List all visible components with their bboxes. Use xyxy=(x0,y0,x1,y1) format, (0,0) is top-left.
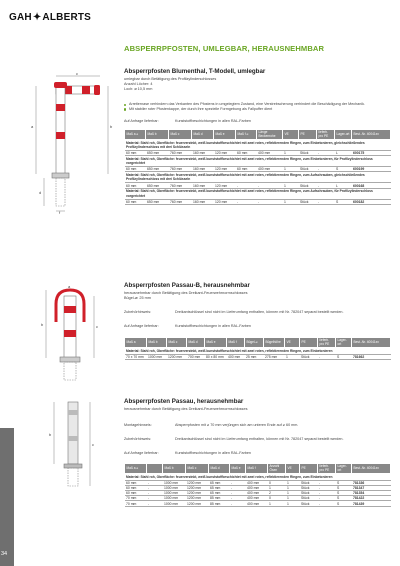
table-cell: S xyxy=(336,354,352,359)
column-header: Maß e xyxy=(205,338,227,348)
table-cell: 70 mm xyxy=(125,496,147,501)
product1-request xyxy=(124,119,390,124)
column-header: Maß a ⌀ xyxy=(125,464,147,474)
table-cell: S xyxy=(336,501,352,506)
table-cell: 25 mm xyxy=(245,354,264,359)
table-cell: 160 mm xyxy=(192,183,214,188)
table-cell: 1200 mm xyxy=(186,491,209,496)
table-cell: 400 mm xyxy=(246,491,268,496)
column-header: PE xyxy=(300,464,318,474)
product2-note xyxy=(124,310,390,315)
table-cell: 60 mm xyxy=(125,199,146,204)
table-cell: Stück xyxy=(300,496,318,501)
table-cell: 781439 xyxy=(352,501,391,506)
table-cell: 1200 mm xyxy=(167,354,187,359)
table-cell: 120 mm xyxy=(214,199,236,204)
brand-mark-icon: ✦ xyxy=(32,12,42,23)
table-cell: 1000 mm xyxy=(147,354,167,359)
table-cell: 120 mm xyxy=(214,167,236,172)
table-cell: - xyxy=(230,501,246,506)
table-cell: - xyxy=(257,183,283,188)
material-row xyxy=(125,348,391,355)
column-header: Lager-ort xyxy=(336,338,352,348)
dim-label-b: b xyxy=(110,124,113,129)
product2-line: herausnehmbar durch Betätigung des Dreikant-Feuerwehrnormschlosses xyxy=(124,291,248,295)
product2-table xyxy=(124,337,391,360)
product2-request xyxy=(124,324,390,329)
table-cell: 1000 mm xyxy=(163,496,186,501)
product3-note xyxy=(124,423,390,428)
table-cell: - xyxy=(257,199,283,204)
table-cell: Stück xyxy=(299,151,317,156)
table-cell: - xyxy=(318,501,336,506)
table-cell: Material: Stahl roh, Oberfläche: feuerverzinkt, weiß kunststoffbeschichtet mit zwei roten, reflektierenden Ringen, zum Einbetonieren, gleichschließendes Profilzylinderschloss mit drei Schlüsseln xyxy=(125,140,391,151)
table-cell: S xyxy=(336,480,352,485)
table-cell: 1 xyxy=(286,480,300,485)
column-header: Maß c xyxy=(186,464,209,474)
table-cell: 760 mm xyxy=(169,199,192,204)
table-cell: 650 mm xyxy=(146,199,169,204)
product3-table xyxy=(124,463,391,507)
table-cell: Material: Stahl roh, Oberfläche: feuerverzinkt, weiß kunststoffbeschichtet mit zwei roten, reflektierenden Ringen, zum Einbetonieren xyxy=(125,348,391,355)
product2-drawing xyxy=(38,284,114,384)
dim-label-b: b xyxy=(49,432,52,437)
table-cell: 1 xyxy=(283,183,299,188)
column-header: VE xyxy=(286,464,300,474)
table-cell: S xyxy=(336,496,352,501)
table-cell: 2 xyxy=(268,491,286,496)
table-cell: 275 mm xyxy=(264,354,285,359)
table-cell: Stück xyxy=(300,480,318,485)
table-cell: 60 mm xyxy=(236,151,257,156)
table-cell: - xyxy=(317,151,335,156)
table-cell: - xyxy=(147,491,163,496)
column-header: Länge Beckenrohe xyxy=(257,130,283,140)
page-number: 34 xyxy=(1,551,8,557)
table-cell: 781336 xyxy=(352,480,391,485)
product1-line: Anzahl Löcher: 4 xyxy=(124,82,153,87)
note-label: Zubehörhinweis: xyxy=(124,437,152,442)
column-header: Maß d xyxy=(187,338,205,348)
dim-label-b: b xyxy=(41,322,44,327)
dim-label-c: c xyxy=(96,324,98,329)
table-cell: 65 mm xyxy=(209,485,230,490)
dim-label-a: a xyxy=(31,124,34,129)
table-header-row xyxy=(125,130,391,140)
column-header: Lager-ort xyxy=(336,464,352,474)
note-value: Absperrpfosten mit ⌀ 70 mm verjüngen sich am unteren Ende auf ⌀ 60 mm. xyxy=(175,423,299,428)
table-cell: 1200 mm xyxy=(186,485,209,490)
product1-section xyxy=(124,68,390,205)
column-header: Maß c xyxy=(167,338,187,348)
table-cell: - xyxy=(318,496,336,501)
table-cell: - xyxy=(147,501,163,506)
product3-drawing xyxy=(40,400,110,490)
table-cell: - xyxy=(318,485,336,490)
product2-title: Absperrpfosten Passau-B, herausnehmbar xyxy=(124,282,250,289)
table-cell: 1000 mm xyxy=(163,501,186,506)
table-cell: 70 x 70 mm xyxy=(125,354,147,359)
table-cell: 160 mm xyxy=(192,151,214,156)
table-cell: 160 mm xyxy=(192,167,214,172)
material-row xyxy=(125,188,391,199)
table-cell: Material: Stahl roh, Oberfläche: feuerverzinkt, weiß kunststoffbeschichtet mit zwei roten, reflektierenden Ringen, zum Einbetonieren, für Profilzylinderschloss vorgerichtet xyxy=(125,156,391,167)
table-row xyxy=(125,501,391,506)
table-cell: S xyxy=(336,485,352,490)
table-cell: 1 xyxy=(286,501,300,506)
column-header: Maß f xyxy=(227,338,245,348)
table-cell: S xyxy=(335,199,352,204)
column-header: Best.-Nr. 40041xx xyxy=(352,464,391,474)
table-cell: Stück xyxy=(299,183,317,188)
table-cell: - xyxy=(147,480,163,485)
column-header: Bügelhöhe xyxy=(264,338,285,348)
table-cell: 80 x 80 mm xyxy=(205,354,227,359)
table-cell: 400 mm xyxy=(257,167,283,172)
table-cell: 60 mm xyxy=(125,485,147,490)
table-cell: L xyxy=(335,151,352,156)
column-header: lieferb. pro PE xyxy=(318,464,336,474)
table-cell: 400 mm xyxy=(227,354,245,359)
table-cell: 400 mm xyxy=(246,496,268,501)
table-cell: Stück xyxy=(300,485,318,490)
product2-section xyxy=(124,282,390,360)
note-value: Dreikantschlüssel sind nicht im Lieferumfang enthalten, können mit Nr. 782047 separat bestellt werden. xyxy=(175,437,344,442)
table-row xyxy=(125,199,391,204)
table-cell: 600182 xyxy=(352,199,391,204)
table-cell: 760 mm xyxy=(169,151,192,156)
request-value: Kunststoffbeschichtungen in allen RAL-Farben xyxy=(175,119,251,124)
product3-line: herausnehmbar durch Betätigung des Dreikant-Feuerwehrnormschlosses xyxy=(124,407,248,411)
table-cell: Material: Stahl roh, Oberfläche: feuerverzinkt, weiß kunststoffbeschichtet mit zwei roten, reflektierenden Ringen, zum Einbetonieren xyxy=(125,474,391,481)
table-cell: 120 mm xyxy=(214,183,236,188)
table-cell: 1 xyxy=(283,151,299,156)
table-cell: Stück xyxy=(300,491,318,496)
request-value: Kunststoffbeschichtungen in allen RAL-Farben xyxy=(175,451,251,456)
table-cell: 1 xyxy=(268,485,286,490)
table-cell: 65 mm xyxy=(209,491,230,496)
column-header: Maß d xyxy=(209,464,230,474)
column-header: Maß e xyxy=(214,130,236,140)
table-cell: 60 mm xyxy=(125,151,146,156)
brand-logo xyxy=(9,12,91,23)
table-cell: 1000 mm xyxy=(163,491,186,496)
table-cell: 400 mm xyxy=(246,501,268,506)
column-header: VE xyxy=(283,130,299,140)
table-cell: - xyxy=(230,480,246,485)
table-cell: - xyxy=(236,199,257,204)
brand-left: GAH xyxy=(9,12,32,23)
page-side-bar xyxy=(0,428,14,566)
column-header: PE xyxy=(300,338,318,348)
dim-label-c: c xyxy=(92,442,94,447)
material-row xyxy=(125,172,391,183)
table-cell: 650 mm xyxy=(146,167,169,172)
table-cell: 760 mm xyxy=(169,183,192,188)
table-cell: 781354 xyxy=(352,491,391,496)
table-row xyxy=(125,354,391,359)
column-header: VE xyxy=(285,338,300,348)
column-header: Maß b xyxy=(163,464,186,474)
table-cell: 781662 xyxy=(352,354,391,359)
dim-label-f: f xyxy=(59,210,61,214)
column-header: Maß c xyxy=(169,130,192,140)
dim-label-d: d xyxy=(39,190,42,195)
table-cell: - xyxy=(318,491,336,496)
request-label: Auf Anfrage lieferbar: xyxy=(124,324,159,329)
table-cell: - xyxy=(317,199,335,204)
column-header: PE xyxy=(299,130,317,140)
material-row xyxy=(125,474,391,481)
table-cell: 1 xyxy=(268,501,286,506)
material-row xyxy=(125,140,391,151)
table-cell: - xyxy=(317,167,335,172)
column-header: Maß a xyxy=(125,338,147,348)
product1-drawing xyxy=(30,72,116,214)
table-cell: - xyxy=(230,485,246,490)
column-header xyxy=(147,464,163,474)
table-header-row xyxy=(125,464,391,474)
table-cell: 1 xyxy=(286,485,300,490)
column-header: Bügel-⌀ xyxy=(245,338,264,348)
table-cell: 120 mm xyxy=(214,151,236,156)
table-cell: 1 xyxy=(283,199,299,204)
table-cell: 85 mm xyxy=(209,501,230,506)
table-cell: 400 mm xyxy=(246,480,268,485)
column-header: Maß d xyxy=(192,130,214,140)
table-cell: 760 mm xyxy=(169,167,192,172)
table-cell: 600175 xyxy=(352,151,391,156)
table-cell: 70 mm xyxy=(125,501,147,506)
column-header: lieferb. pro PE xyxy=(317,130,335,140)
table-cell: - xyxy=(317,183,335,188)
table-cell: 60 mm xyxy=(125,183,146,188)
table-cell: 1000 mm xyxy=(163,480,186,485)
table-cell: 650 mm xyxy=(146,151,169,156)
product1-table xyxy=(124,129,391,205)
table-cell: 1 xyxy=(283,167,299,172)
table-cell: 1 xyxy=(286,496,300,501)
table-cell: - xyxy=(147,496,163,501)
column-header: Maß f ⌀ xyxy=(236,130,257,140)
table-cell: 60 mm xyxy=(125,167,146,172)
table-cell: 1 xyxy=(286,491,300,496)
note-label: Montagehinweis: xyxy=(124,423,152,428)
product1-line: umlegbar durch Betätigung des Profilzylinderschlosses xyxy=(124,77,217,81)
product3-title: Absperrpfosten Passau, herausnehmbar xyxy=(124,398,244,405)
table-cell: 700 mm xyxy=(187,354,205,359)
table-cell: 60 mm xyxy=(125,480,147,485)
table-cell: S xyxy=(336,491,352,496)
material-row xyxy=(125,156,391,167)
product3-section xyxy=(124,398,390,507)
column-header: Best.-Nr. 40041xx xyxy=(352,338,391,348)
table-cell: Stück xyxy=(300,501,318,506)
table-cell: - xyxy=(318,354,336,359)
product1-bullet: Arretiernase verhindern das Verkanten des Pfostens in umgelegtem Zustand, eine Verstrebscherung verhindert die Beschädigung der Mechanik. xyxy=(124,102,390,107)
table-cell: Stück xyxy=(299,199,317,204)
column-header: Lager-ort xyxy=(335,130,352,140)
request-label: Auf Anfrage lieferbar: xyxy=(124,451,159,456)
table-cell: 0 xyxy=(268,496,286,501)
table-cell: Stück xyxy=(300,354,318,359)
request-value: Kunststoffbeschichtungen in allen RAL-Farben xyxy=(175,324,251,329)
table-cell: - xyxy=(318,480,336,485)
table-cell: - xyxy=(230,491,246,496)
table-cell: 60 mm xyxy=(125,491,147,496)
table-cell: S xyxy=(335,167,352,172)
product1-bullet: Mit stabiler roter Pfostenkappe, der durch ihre spezielle Formgebung als Fallpuffer dient xyxy=(124,107,390,112)
table-cell: 0 xyxy=(268,480,286,485)
table-cell: 65 mm xyxy=(209,480,230,485)
table-cell: 600199 xyxy=(352,167,391,172)
table-cell: Material: Stahl roh, Oberfläche: feuerverzinkt, weiß kunststoffbeschichtet mit zwei roten, reflektierenden Ringen, zum Aufschrauben, gleichschließendes Profilzylinderschloss mit drei Schlüsseln xyxy=(125,172,391,183)
note-value: Dreikantschlüssel sind nicht im Lieferumfang enthalten, können mit Nr. 782047 separat bestellt werden. xyxy=(175,310,344,315)
column-header: Best.-Nr. 40041xx xyxy=(352,130,391,140)
table-cell: 85 mm xyxy=(209,496,230,501)
product2-line: Bügel-⌀: 25 mm xyxy=(124,296,151,301)
table-cell: 1000 mm xyxy=(163,485,186,490)
brand-right: ALBERTS xyxy=(42,12,92,23)
table-cell: 400 mm xyxy=(246,485,268,490)
column-header: Maß b xyxy=(146,130,169,140)
table-cell: Material: Stahl roh, Oberfläche: feuerverzinkt, weiß kunststoffbeschichtet mit zwei roten, reflektierenden Ringen, zum Aufschrauben, für Profilzylinderschloss vorgerichtet xyxy=(125,188,391,199)
table-cell: 1200 mm xyxy=(186,501,209,506)
dim-label-a: a xyxy=(68,284,71,289)
table-cell: 1200 mm xyxy=(186,480,209,485)
page-headline: ABSPERRPFOSTEN, UMLEGBAR, HERAUSNEHMBAR xyxy=(124,44,325,53)
table-cell: - xyxy=(147,485,163,490)
note-label: Zubehörhinweis: xyxy=(124,310,152,315)
table-cell: 60 mm xyxy=(236,167,257,172)
table-cell: 1200 mm xyxy=(186,496,209,501)
table-cell: 600168 xyxy=(352,183,391,188)
table-cell: 781347 xyxy=(352,485,391,490)
product3-note xyxy=(124,437,390,442)
column-header: Maß e xyxy=(230,464,246,474)
table-cell: - xyxy=(236,183,257,188)
table-cell: 650 mm xyxy=(146,183,169,188)
product3-request xyxy=(124,451,390,456)
table-cell: 400 mm xyxy=(257,151,283,156)
table-cell: - xyxy=(230,496,246,501)
product1-title: Absperrpfosten Blumenthal, T-Modell, umlegbar xyxy=(124,68,266,75)
column-header: Maß b xyxy=(147,338,167,348)
table-cell: 781422 xyxy=(352,496,391,501)
table-header-row xyxy=(125,338,391,348)
request-label: Auf Anfrage lieferbar: xyxy=(124,119,159,124)
dim-label-c: c xyxy=(76,72,78,76)
product1-line: Loch: ⌀ 10,5 mm xyxy=(124,87,153,92)
table-cell: Stück xyxy=(299,167,317,172)
column-header: lieferb. pro PE xyxy=(318,338,336,348)
column-header: Maß a ⌀ xyxy=(125,130,146,140)
column-header: Maß f xyxy=(246,464,268,474)
table-cell: 1 xyxy=(285,354,300,359)
column-header: Anzahl Ösen xyxy=(268,464,286,474)
table-cell: L xyxy=(335,183,352,188)
table-cell: 160 mm xyxy=(192,199,214,204)
